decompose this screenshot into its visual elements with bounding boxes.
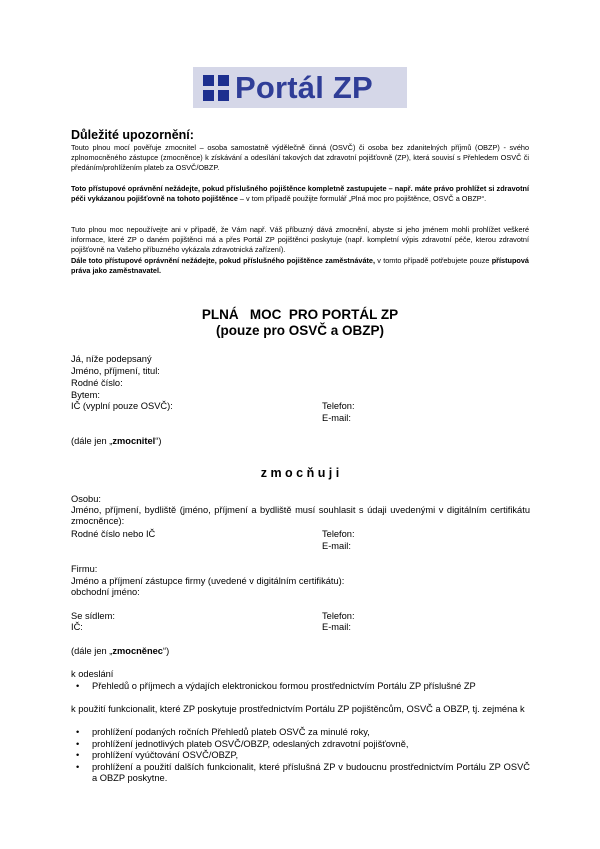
firm-note-pre: (dále jen „ <box>71 646 113 656</box>
firm-note-bold: zmocněnec <box>112 646 163 656</box>
grantor-email-label: E-mail: <box>322 413 351 423</box>
firm-trade-name-label: obchodní jméno: <box>71 587 140 597</box>
notice-paragraph-4-bold: Dále toto přístupové oprávnění nežádejte, pokud příslušného pojištěnce zaměstnáváte, <box>71 256 376 265</box>
grantor-phone-label: Telefon: <box>322 401 355 411</box>
firm-seat-label: Se sídlem: <box>71 611 115 621</box>
notice-title: Důležité upozornění: <box>71 128 194 142</box>
use-list <box>71 727 530 785</box>
notice-paragraph-2 <box>71 184 529 204</box>
list-item: • prohlížení jednotlivých plateb OSVČ/OBZP, odeslaných zdravotní pojišťovně, <box>71 739 530 751</box>
firm-representative-label: Jméno a příjmení zástupce firmy (uvedené v digitálním certifikátu): <box>71 576 345 586</box>
list-item: • prohlížení vyúčtování OSVČ/OBZP, <box>71 750 530 762</box>
use-intro: k použití funkcionalit, které ZP poskytuje prostřednictvím Portálu ZP pojištěncům, OSVČ a OBZP, tj. zejména k <box>71 704 525 714</box>
notice-paragraph-1: Touto plnou mocí pověřuje zmocnitel – osoba samostatně výdělečně činná (OSVČ) či osoba bez zdanitelných příjmů (OBZP) - svého zplnomocněného zástupce (zmocněnce) k získávání a odesílání takových dat zdravotní pojišťovně (ZP), která souvisí s Přehledem OSVČ či předáním/prohlížením plateb za OSVČ/OBZP. <box>71 143 529 173</box>
person-phone-label: Telefon: <box>322 529 355 539</box>
grantor-birth-label: Rodné číslo: <box>71 378 123 388</box>
grantor-note <box>71 436 161 447</box>
document-title: PLNÁ MOC PRO PORTÁL ZP <box>201 307 399 322</box>
grantor-ico-label: IČ (vyplní pouze OSVČ): <box>71 401 173 411</box>
firm-ico-label: IČ: <box>71 622 83 632</box>
notice-paragraph-4 <box>71 256 529 276</box>
grantor-address-label: Bytem: <box>71 390 100 400</box>
person-description: Jméno, příjmení, bydliště (jméno, příjmení a bydliště musí souhlasit s údaji uvedenými v digitálním certifikátu zmocněnce): <box>71 505 530 527</box>
grantor-note-pre: (dále jen „ <box>71 436 113 446</box>
grantor-intro: Já, níže podepsaný <box>71 354 152 364</box>
person-email-label: E-mail: <box>322 541 351 551</box>
send-intro: k odeslání <box>71 669 114 679</box>
firm-note-post: “) <box>162 646 170 656</box>
grantor-note-bold: zmocnitel <box>112 436 156 446</box>
logo-text: Portál ZP <box>235 70 373 105</box>
list-item: • prohlížení a použití dalších funkcionalit, které příslušná ZP v budoucnu prostřednictvím Portálu ZP OSVČ a OBZP poskytne. <box>71 762 530 785</box>
list-item: • Přehledů o příjmech a výdajích elektronickou formou prostřednictvím Portálu ZP příslušné ZP <box>71 681 530 693</box>
firm-email-label: E-mail: <box>322 622 351 632</box>
portal-zp-logo <box>193 67 407 108</box>
grantor-name-label: Jméno, příjmení, titul: <box>71 366 160 376</box>
cross-icon <box>203 75 229 101</box>
document-subtitle: (pouze pro OSVČ a OBZP) <box>215 323 384 338</box>
notice-paragraph-4-mid: v tomto případě potřebujete pouze <box>375 256 492 265</box>
notice-paragraph-4-bold2: přístupová práva jako zaměstnavatel. <box>71 256 529 276</box>
notice-paragraph-3: Tuto plnou moc nepoužívejte ani v případě, že Vám např. Váš příbuzný dává zmocnění, abyste si jeho jménem mohli prohlížet veškeré informace, které ZP o daném pojištěnci má a přes Portál ZP pojištěnci poskytuje (např. kompletní výpis zdravotní péče, kterou zdravotní pojišťovně na Vašeho příbuzného vykázala zdravotnická zařízení). <box>71 225 529 255</box>
notice-paragraph-2-bold: Toto přístupové oprávnění nežádejte, pokud příslušného pojištěnce kompletně zastupujete – např. máte právo prohlížet si zdravotní péči vykázanou pojišťovně na tohoto pojištěnce <box>71 184 529 204</box>
person-heading: Osobu: <box>71 494 101 504</box>
notice-paragraph-2-rest: – v tom případě použijte formulář „Plná moc pro pojištěnce, OSVČ a OBZP“. <box>237 194 487 204</box>
authorize-heading: z m o c ň u j i <box>260 466 340 480</box>
firm-note <box>71 646 169 657</box>
list-item: • prohlížení podaných ročních Přehledů plateb OSVČ za minulé roky, <box>71 727 530 739</box>
grantor-note-post: “) <box>155 436 162 446</box>
firm-heading: Firmu: <box>71 564 98 574</box>
firm-phone-label: Telefon: <box>322 611 355 621</box>
person-birth-label: Rodné číslo nebo IČ <box>71 529 156 539</box>
send-list <box>71 681 530 693</box>
